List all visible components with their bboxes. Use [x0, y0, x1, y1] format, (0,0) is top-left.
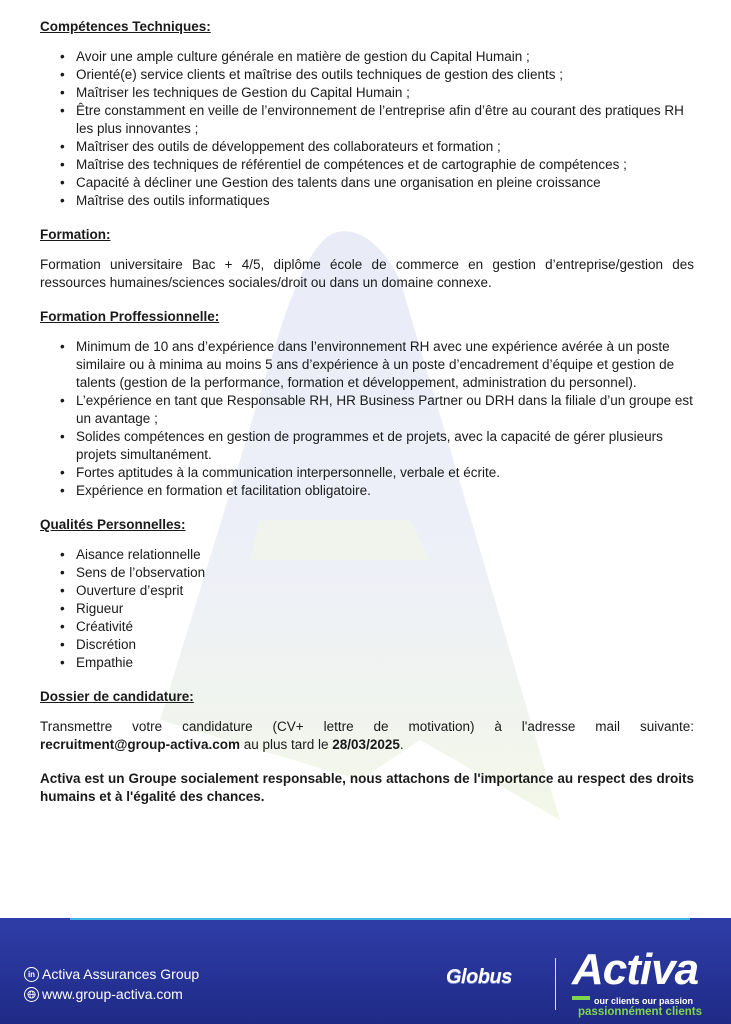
website-row[interactable]: [24, 984, 199, 1004]
list-item: • Aisance relationnelle: [40, 546, 694, 564]
list-item: • Maîtriser des outils de développement des collaborateurs et formation ;: [40, 138, 694, 156]
heading-formation: Formation:: [40, 227, 111, 242]
formation-pro-list: [40, 338, 694, 500]
email-link[interactable]: recruitment@group-activa.com: [40, 737, 240, 752]
globe-icon: [24, 987, 39, 1002]
list-item: • Expérience en formation et facilitation obligatoire.: [40, 482, 694, 500]
list-item: • Maîtrise des outils informatiques: [40, 192, 694, 210]
document-body: [40, 18, 694, 822]
dossier-line: Transmettre votre candidature (CV+ lettre de motivation) à l'adresse mail suivante:: [40, 719, 694, 734]
formation-text: Formation universitaire Bac + 4/5, diplôme école de commerce en gestion d’entreprise/gestion des ressources humaines/sciences sociales/droit ou dans un domaine connexe.: [40, 257, 694, 290]
heading-competences: Compétences Techniques:: [40, 19, 211, 34]
linkedin-row[interactable]: [24, 964, 199, 984]
deadline-date: 28/03/2025: [332, 737, 400, 752]
footer-contacts: [24, 964, 199, 1004]
website-text: www.group-activa.com: [42, 986, 183, 1002]
linkedin-icon: in: [24, 967, 39, 982]
list-item: • Sens de l’observation: [40, 564, 694, 582]
list-item: • Minimum de 10 ans d’expérience dans l’environnement RH avec une expérience avérée à un poste similaire ou à minima au moins 5 ans d’expérience à un poste d’encadrement d’équipe et gestion de talents (gestion de la performance, formation et développement, administration du personnel).: [40, 338, 694, 392]
heading-dossier: Dossier de candidature:: [40, 689, 194, 704]
list-item: • Maîtriser les techniques de Gestion du Capital Humain ;: [40, 84, 694, 102]
activa-tagline-fr: passionnément clients: [578, 1006, 702, 1018]
list-item: • Avoir une ample culture générale en matière de gestion du Capital Humain ;: [40, 48, 694, 66]
activa-accent-bar: [572, 996, 590, 1000]
dossier-text: [40, 718, 694, 754]
list-item: • Fortes aptitudes à la communication interpersonnelle, verbale et écrite.: [40, 464, 694, 482]
csr-statement: Activa est un Groupe socialement responsable, nous attachons de l'importance au respect des droits humains et à l'égalité des chances.: [40, 771, 694, 804]
list-item: • Être constamment en veille de l’environnement de l’entreprise afin d’être au courant des pratiques RH les plus innovantes ;: [40, 102, 694, 138]
list-item: • Orienté(e) service clients et maîtrise des outils techniques de gestion des clients ;: [40, 66, 694, 84]
linkedin-text: Activa Assurances Group: [42, 966, 200, 982]
competences-list: [40, 48, 694, 210]
globus-logo: Globus: [446, 966, 512, 988]
deadline-prefix: au plus tard le: [239, 737, 333, 752]
logo-separator: [555, 958, 556, 1010]
qualites-list: [40, 546, 694, 672]
activa-logo: Activa: [572, 945, 699, 994]
deadline-suffix: .: [399, 737, 404, 752]
list-item: • Rigueur: [40, 600, 694, 618]
list-item: • Créativité: [40, 618, 694, 636]
list-item: • Capacité à décliner une Gestion des talents dans une organisation en pleine croissance: [40, 174, 694, 192]
heading-formation-pro: Formation Proffessionnelle:: [40, 309, 220, 324]
footer-divider: [70, 918, 690, 920]
heading-qualites: Qualités Personnelles:: [40, 517, 186, 532]
list-item: • L’expérience en tant que Responsable RH, HR Business Partner ou DRH dans la filiale d’un groupe est un avantage ;: [40, 392, 694, 428]
list-item: • Ouverture d’esprit: [40, 582, 694, 600]
list-item: • Empathie: [40, 654, 694, 672]
activa-tagline-en: our clients our passion: [594, 996, 694, 1006]
list-item: • Solides compétences en gestion de programmes et de projets, avec la capacité de gérer plusieurs projets simultanément.: [40, 428, 694, 464]
list-item: • Maîtrise des techniques de référentiel de compétences et de cartographie de compétences ;: [40, 156, 694, 174]
list-item: • Discrétion: [40, 636, 694, 654]
footer-banner: [0, 918, 731, 1024]
